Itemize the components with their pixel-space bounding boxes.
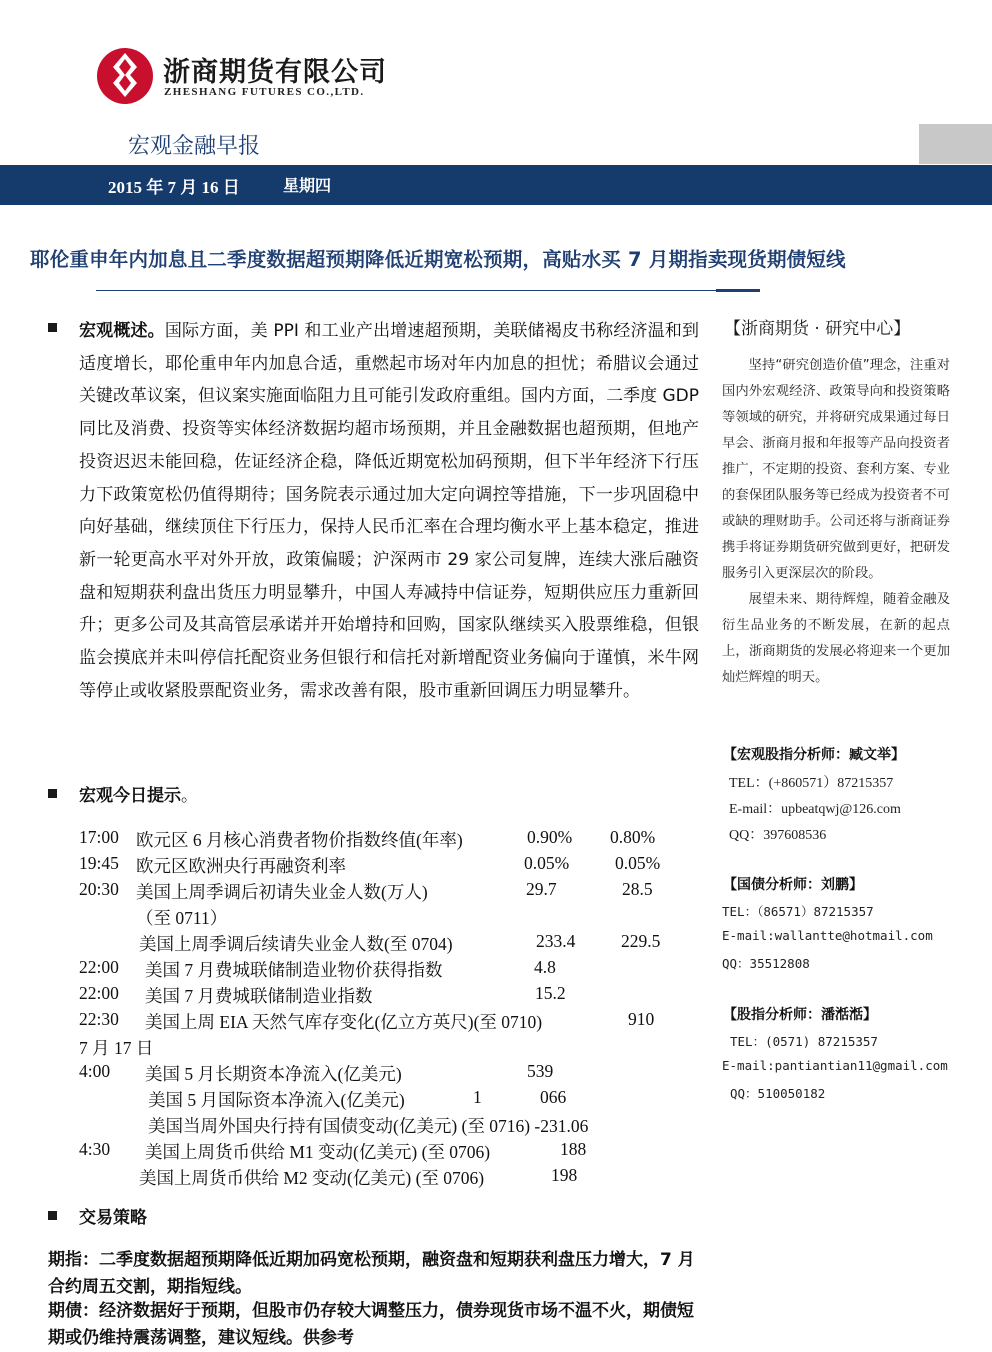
overview-title: 宏观概述。 [79, 321, 165, 341]
report-date: 2015 年 7 月 16 日 [108, 178, 240, 197]
sidebar-title: 【浙商期货 · 研究中心】 [724, 319, 911, 339]
calendar-previous: 188 [560, 1139, 587, 1159]
report-weekday: 星期四 [283, 176, 332, 195]
calendar-expected: 0.05% [615, 853, 661, 873]
calendar-date-row [79, 1035, 699, 1061]
strategy-section-title: 交易策略 [79, 1208, 147, 1228]
calendar-row [79, 905, 699, 931]
headline-rule [96, 290, 716, 291]
calendar-event: 美国 7 月费城联储制造业指数 [145, 986, 373, 1006]
calendar-previous: 198 [551, 1165, 578, 1185]
calendar-time: 22:30 [79, 1009, 119, 1029]
analyst-email[interactable]: E-mail:wallantte@hotmail.com [722, 928, 933, 943]
sidebar-intro [722, 353, 950, 691]
analyst-qq: QQ：397608536 [729, 828, 827, 843]
calendar-event: 美国上周货币供给 M2 变动(亿美元) (至 0706) [139, 1168, 485, 1188]
company-logo-icon [96, 47, 154, 105]
calendar-time: 20:30 [79, 879, 119, 899]
report-type: 宏观金融早报 [128, 134, 261, 159]
overview-text: 国际方面，美 PPI 和工业产出增速超预期，美联储褐皮书称经济温和到适度增长，耶伦重申年内加息合适，重燃起市场对年内加息的担忧；希腊议会通过关键改革议案，但议案实施面临阻力且可能引发政府重组。国内方面，二季度 GDP 同比及消费、投资等实体经济数据均超市场预期，并且金融数据也超预期，但地产投资迟迟未能回稳，佐证经济企稳，降低近期宽松加码预期，但下半年经济下行压力下政策宽松仍值得期待；国务院表示通过加大定向调控等措施，下一步巩固稳中向好基础，继续顶住下行压力，保持人民币汇率在合理均衡水平上基本稳定，推进新一轮更高水平对外开放，政策偏暖；沪深两市 29 家公司复牌，连续大涨后融资盘和短期获利盘出货压力明显攀升，中国人寿减持中信证券，短期供应压力重新回升；更多公司及其高管层承诺并开始增持和回购，国家队继续买入股票维稳，但银监会摸底并未叫停信托配资业务但银行和信托对新增配资业务偏向于谨慎，米牛网等停止或收紧股票配资业务，需求改善有限，股市重新回调压力明显攀升。 [79, 321, 699, 701]
calendar-event: 欧元区 6 月核心消费者物价指数终值(年率) [136, 830, 463, 850]
analyst-header: 【国债分析师：刘鹏】 [723, 877, 863, 893]
headline-rule-accent [716, 289, 760, 292]
calendar-row [79, 879, 699, 905]
calendar-row [79, 1139, 699, 1165]
calendar-event: 美国上周 EIA 天然气库存变化(亿立方英尺)(至 0710) [145, 1012, 543, 1032]
analyst-header: 【股指分析师：潘湉湉】 [723, 1007, 877, 1023]
calendar-previous: 233.4 [536, 931, 576, 951]
bullet-icon [48, 1211, 57, 1220]
analyst-phone: TEL：(+860571）87215357 [729, 776, 894, 791]
calendar-time: 4:00 [79, 1061, 111, 1081]
calendar-row [79, 827, 699, 853]
calendar-row [79, 1165, 699, 1191]
sidebar-paragraph: 坚持“研究创造价值”理念，注重对国内外宏观经济、政策导向和投资策略等领域的研究，并将研究成果通过每日早会、浙商月报和年报等产品向投资者推广，不定期的投资、套利方案、专业的套保团队服务等已经成为投资者不可或缺的理财助手。公司还将与浙商证券携手将证券期货研究做到更好，把研发服务引入更深层次的阶段。 [722, 358, 950, 581]
analyst-header: 【宏观股指分析师：臧文举】 [723, 747, 905, 763]
analyst-email[interactable]: E-mail：upbeatqwj@126.com [729, 802, 901, 817]
calendar-row [79, 983, 699, 1009]
calendar-previous: 0.90% [527, 827, 573, 847]
calendar-event: 美国上周季调后续请失业金人数(至 0704) [139, 934, 453, 954]
calendar-event: 美国 5 月国际资本净流入(亿美元) [148, 1090, 405, 1110]
analyst-qq: QQ：35512808 [722, 956, 810, 971]
overview-paragraph [79, 315, 699, 707]
calendar-event: 美国当周外国央行持有国债变动(亿美元) (至 0716) -231.06 [148, 1116, 589, 1136]
calendar-row [79, 931, 699, 957]
calendar-previous: 1 [473, 1087, 482, 1107]
header-accent-block [919, 124, 992, 164]
calendar-time: 4:30 [79, 1139, 111, 1159]
calendar-time: 22:00 [79, 983, 119, 1003]
bullet-icon [48, 789, 57, 798]
calendar-previous: 29.7 [526, 879, 557, 899]
calendar-previous: 910 [628, 1009, 655, 1029]
calendar-time: 22:00 [79, 957, 119, 977]
calendar-date: 7 月 17 日 [79, 1038, 154, 1058]
calendar-row [79, 853, 699, 879]
calendar-previous: 0.05% [524, 853, 570, 873]
calendar-previous: 15.2 [535, 983, 566, 1003]
calendar-time: 19:45 [79, 853, 119, 873]
calendar-expected: 28.5 [622, 879, 653, 899]
calendar-row [79, 1009, 699, 1035]
strategy-index-futures: 期指：二季度数据超预期降低近期加码宽松预期，融资盘和短期获利盘压力增大，7 月合约周五交割，期指短线。 [48, 1250, 695, 1297]
headline: 耶伦重申年内加息且二季度数据超预期降低近期宽松预期，高贴水买 7 月期指卖现货期债短线 [30, 248, 846, 271]
company-name-cn: 浙商期货有限公司 [163, 57, 387, 88]
analyst-email[interactable]: E-mail:pantiantian11@gmail.com [722, 1058, 948, 1073]
calendar-expected: 229.5 [621, 931, 661, 951]
calendar-event: 美国上周季调后初请失业金人数(万人) [136, 882, 428, 902]
calendar-previous: 539 [527, 1061, 554, 1081]
calendar-event: （至 0711） [136, 908, 228, 928]
sidebar-paragraph: 展望未来、期待辉煌，随着金融及衍生品业务的不断发展，在新的起点上，浙商期货的发展必将迎来一个更加灿烂辉煌的明天。 [722, 592, 950, 685]
company-name-en: ZHESHANG FUTURES CO.,LTD. [164, 86, 365, 98]
analyst-phone: TEL：（86571）87215357 [722, 904, 874, 919]
calendar-row [79, 1113, 699, 1139]
today-section-title: 宏观今日提示。 [79, 786, 198, 806]
calendar-expected: 066 [540, 1087, 567, 1107]
calendar-event: 美国上周货币供给 M1 变动(亿美元) (至 0706) [145, 1142, 491, 1162]
analyst-phone: TEL：(0571) 87215357 [730, 1034, 878, 1049]
calendar-event: 欧元区欧洲央行再融资利率 [136, 856, 346, 876]
calendar-row [79, 1087, 699, 1113]
calendar-row [79, 1061, 699, 1087]
calendar-event: 美国 5 月长期资本净流入(亿美元) [145, 1064, 402, 1084]
calendar-time: 17:00 [79, 827, 119, 847]
calendar-previous: 4.8 [534, 957, 556, 977]
calendar-expected: 0.80% [610, 827, 656, 847]
strategy-bond-futures: 期债：经济数据好于预期，但股市仍存较大调整压力，债券现货市场不温不火，期债短期或仍维持震荡调整，建议短线。供参考 [48, 1301, 694, 1348]
analyst-qq: QQ：510050182 [730, 1086, 826, 1101]
calendar-row [79, 957, 699, 983]
bullet-icon [48, 323, 57, 332]
calendar-event: 美国 7 月费城联储制造业物价获得指数 [145, 960, 443, 980]
